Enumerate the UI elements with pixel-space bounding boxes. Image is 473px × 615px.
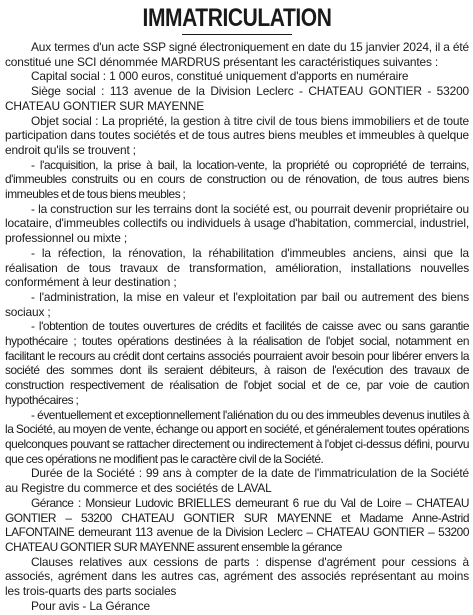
paragraph-purpose: Objet social : La propriété, la gestion à titre civil de tous biens immobiliers et de toute participation dans toutes sociétés et de tous autres biens meubles et immeubles à quelque endroit qu'ils se trouvent ; [5, 113, 469, 157]
paragraph-preamble: Aux termes d'un acte SSP signé électroniquement en date du 15 janvier 2024, il a été constitué une SCI dénommée MARDRUS présentant les caractéristiques suivantes : [5, 40, 469, 69]
paragraph-purpose-construction: - la construction sur les terrains dont la société est, ou pourrait devenir propriétaire ou locataire, d'immeubles collectifs ou individuels à usage d'habitation, commercial, industriel, professionnel ou mixte ; [5, 201, 469, 246]
paragraph-capital: Capital social : 1 000 euros, constitué uniquement d'apports en numéraire [31, 69, 409, 84]
paragraph-management: Gérance : Monsieur Ludovic BRIELLES demeurant 6 rue du Val de Loire – CHATEAU GONTIER – 53200 CHATEAU GONTIER SUR MAYENNE et Madame Anne-Astrid LAFONTAINE demeurant 113 avenue de la Division Leclerc – CHATEAU GONTIER – 53200 CHATEAU GONTIER SUR MAYENNE assurent ensemble la gérance [5, 495, 469, 554]
paragraph-signature: Pour avis - La Gérance [31, 598, 150, 613]
paragraph-head-office: Siège social : 113 avenue de la Division Leclerc - CHATEAU GONTIER - 53200 CHATEAU GONTIER SUR MAYENNE [5, 84, 469, 113]
paragraph-purpose-credit: - l'obtention de toutes ouvertures de crédits et facilités de caisse avec ou sans garantie hypothécaire ; toutes opérations destinées à la réalisation de l'objet social, notamment en facilitant le recours au crédit dont certains associés pourraient avoir besoin pour libérer envers la société des sommes dont ils seraient débiteurs, à raison de l'exécution des travaux de construction respectivement de réalisation de l'objet social et de ce, par voie de caution hypothécaires ; [5, 319, 469, 407]
notice-body [5, 40, 469, 613]
paragraph-share-transfer: Clauses relatives aux cessions de parts : dispense d'agrément pour cessions à associés, agrément dans les autres cas, agrément des associés représentant au moins les trois-quarts des parts sociales [5, 554, 469, 599]
notice-title: IMMATRICULATION [142, 4, 332, 32]
paragraph-purpose-administration: - l'administration, la mise en valeur et l'exploitation par bail ou autrement des biens sociaux ; [5, 289, 469, 319]
paragraph-purpose-alienation: - éventuellement et exceptionnellement l'aliénation du ou des immeubles devenus inutiles à la Société, au moyen de vente, échange ou apport en société, et généralement toutes opérations quelconques pouvant se rattacher directement ou indirectement à l'objet ci-dessus défini, pourvu que ces opérations ne modifient pas le caractère civil de la Société. [5, 407, 469, 466]
title-underline [182, 34, 292, 35]
paragraph-purpose-renovation: - la réfection, la rénovation, la réhabilitation d'immeubles anciens, ainsi que la réalisation de tous travaux de transformation, amélioration, installations nouvelles conformément à leur destination ; [5, 245, 469, 290]
paragraph-duration: Durée de la Société : 99 ans à compter de la date de l'immatriculation de la Société au Registre du commerce et des sociétés de LAVAL [5, 466, 469, 496]
paragraph-purpose-acquisition: - l'acquisition, la prise à bail, la location-vente, la propriété ou copropriété de terrains, d'immeubles construits ou en cours de construction ou de rénovation, de tous autres biens immeubles et de tous biens meubles ; [5, 157, 469, 202]
